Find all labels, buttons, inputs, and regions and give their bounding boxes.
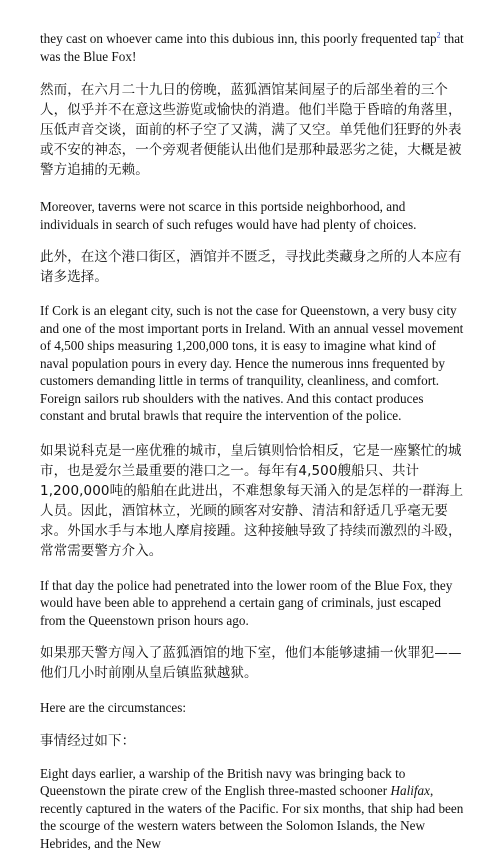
paragraph-en-4: If that day the police had penetrated into the lower room of the Blue Fox, they would have been able to apprehend a certain gang of criminals, just escaped from the Queenstown prison hours ago. (40, 577, 453, 628)
paragraph-en-6 (40, 765, 465, 853)
paragraph-en-5: Here are the circumstances: (40, 700, 187, 715)
paragraph-en-3: If Cork is an elegant city, such is not the case for Queenstown, a very busy city and one of the most important ports in Ireland. With an annual vessel movement of 4,500 ships measuring 1,200,000 tons, it is easy to imagine what kind of naval population pours in every day. Hence the numerous inns frequented by customers demanding little in terms of tranquility, cleanliness, and comfort. Foreign sailors rub shoulders with the natives. And this contact produces constant and brutal brawls that require the intervention of the police. (40, 303, 464, 423)
paragraph-en-2: Moreover, taverns were not scarce in this portside neighborhood, and individuals in search of such refuges would have had plenty of choices. (40, 199, 417, 232)
paragraph-text: they cast on whoever came into this dubious inn, this poorly frequented tap (40, 31, 437, 46)
paragraph-zh-4: 如果那天警方闯入了蓝狐酒馆的地下室，他们本能够逮捕一伙罪犯——他们几小时前刚从皇后镇监狱越狱。 (40, 645, 462, 681)
paragraph-en-1 (40, 30, 465, 65)
paragraph-zh-1: 然而，在六月二十九日的傍晚，蓝狐酒馆某间屋子的后部坐着的三个人，似乎并不在意这些游览或愉快的消遣。他们半隐于昏暗的角落里，压低声音交谈，面前的杯子空了又满，满了又空。单凭他们狂野的外表或不安的神态，一个旁观者便能认出他们是那种最恶劣之徒，大概是被警方追捕的无赖。 (40, 82, 462, 178)
paragraph-text-tail: , recently captured in the waters of the Pacific. For six months, that ship had been the scourge of the western waters between the Solomon Islands, the New Hebrides, and the New (40, 783, 464, 851)
paragraph-text-tail: that was the Blue Fox! (40, 31, 464, 64)
footnote-reference[interactable]: 2 (436, 30, 441, 40)
paragraph-zh-3: 如果说科克是一座优雅的城市，皇后镇则恰恰相反，它是一座繁忙的城市，也是爱尔兰最重要的港口之一。每年有4,500艘船只、共计1,200,000吨的船舶在此进出，不难想象每天涌入的是怎样的一群海上人员。因此，酒馆林立，光顾的顾客对安静、清洁和舒适几乎毫无要求。外国水手与本地人摩肩接踵。这种接触导致了持续而激烈的斗殴，常常需要警方介入。 (40, 442, 464, 559)
paragraph-text: Eight days earlier, a warship of the British navy was bringing back to Queenstown the pirate crew of the English three-masted schooner (40, 765, 406, 798)
document-page (40, 30, 465, 867)
paragraph-zh-2: 此外，在这个港口街区，酒馆并不匮乏，寻找此类藏身之所的人本应有诸多选择。 (40, 249, 462, 285)
ship-name: Halifax (390, 783, 431, 798)
paragraph-zh-5: 事情经过如下： (40, 732, 136, 749)
